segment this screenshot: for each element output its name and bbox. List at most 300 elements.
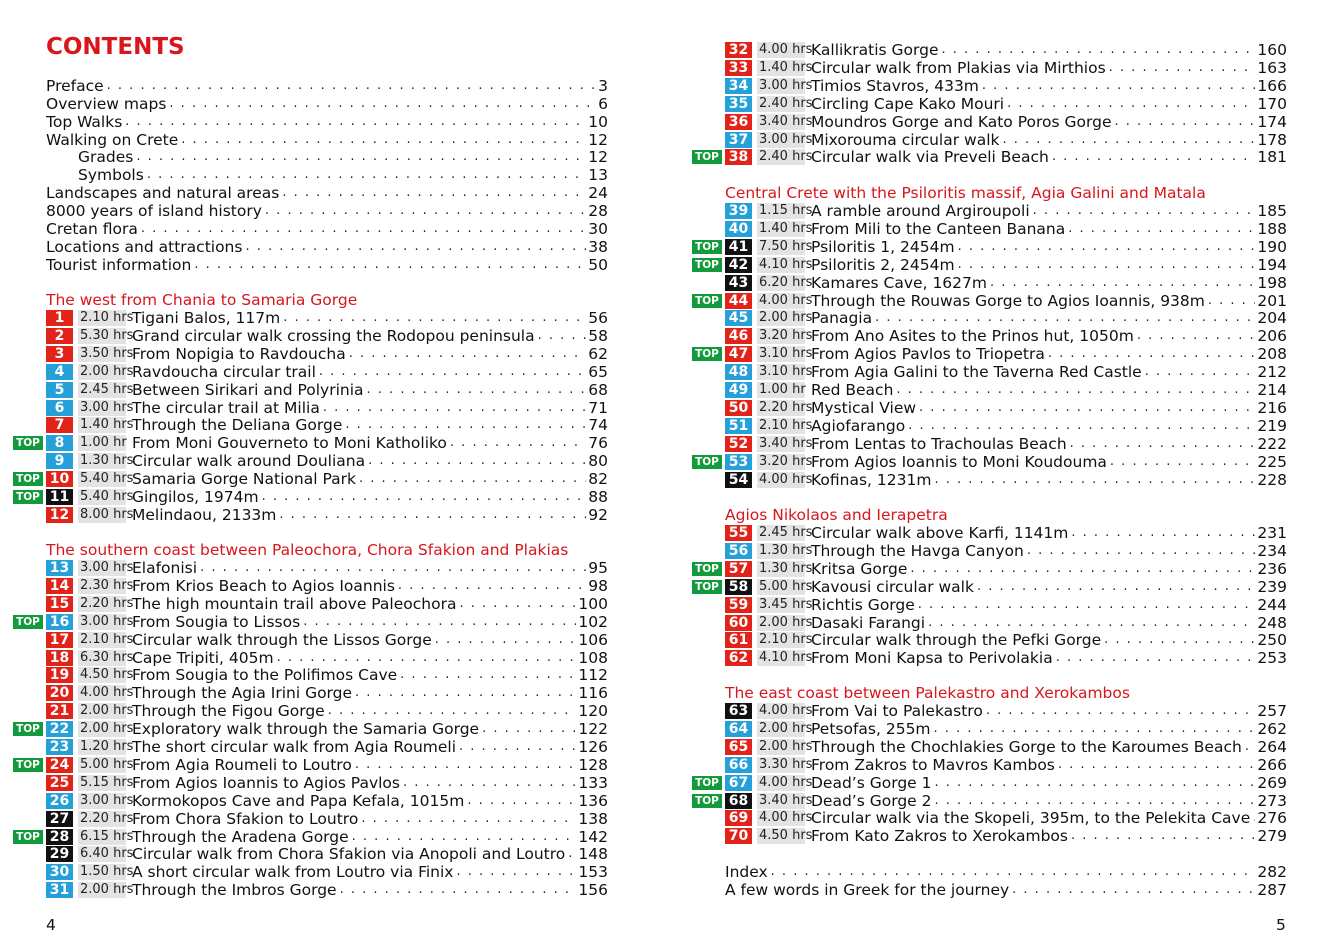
walk-title: From Moni Gouverneto to Moni Katholiko — [132, 434, 447, 453]
walk-title: Gingilos, 1974m — [132, 488, 259, 506]
section-heading: The southern coast between Paleochora, Chora Sfakion and Plakias — [46, 541, 569, 559]
walk-entry[interactable] — [725, 113, 1287, 131]
walk-page-number: 142 — [578, 827, 608, 846]
walk-entry[interactable] — [46, 488, 608, 506]
walk-entry[interactable] — [46, 649, 608, 667]
walk-title: A short circular walk from Loutro via Finix — [132, 863, 454, 882]
walk-entry[interactable] — [46, 613, 608, 631]
walk-title: Kavousi circular walk — [811, 577, 974, 596]
walk-duration: 1.40 hrs — [80, 417, 134, 433]
walk-entry[interactable] — [725, 578, 1287, 596]
dot-leader — [303, 613, 576, 631]
walk-title: Circular walk via the Skopeli, 395m, to the Pelekita Cave — [811, 809, 1251, 828]
toc-line[interactable] — [46, 202, 608, 220]
walk-number-badge: 69 — [725, 810, 752, 826]
walk-title: Dead’s Gorge 2 — [811, 791, 932, 810]
dot-leader — [538, 327, 587, 345]
walk-duration: 1.40 hrs — [759, 220, 813, 236]
toc-line[interactable] — [725, 863, 1287, 881]
walk-title: A ramble around Argiroupoli — [811, 202, 1030, 220]
walk-page-number: 257 — [1257, 702, 1287, 720]
top-walk-badge: TOP — [13, 615, 43, 629]
walk-duration: 2.00 hrs — [759, 720, 813, 736]
walk-number-badge: 6 — [46, 400, 73, 416]
walk-entry[interactable] — [725, 345, 1287, 363]
walk-entry[interactable] — [46, 863, 608, 881]
dot-leader — [935, 774, 1256, 792]
toc-line[interactable] — [46, 77, 608, 95]
walk-number-badge: 23 — [46, 739, 73, 755]
walk-number-badge: 5 — [46, 382, 73, 398]
walk-page-number: 153 — [578, 863, 608, 882]
walk-duration: 4.00 hrs — [759, 42, 813, 57]
walk-number-badge: 17 — [46, 632, 73, 648]
dot-leader — [935, 792, 1256, 810]
walk-duration: 2.00 hrs — [80, 363, 134, 379]
top-walk-badge: TOP — [692, 258, 722, 272]
walk-title: Kamares Cave, 1627m — [811, 273, 987, 292]
walk-duration: 2.45 hrs — [759, 525, 813, 540]
walk-title: From Krios Beach to Agios Ioannis — [132, 576, 395, 595]
walk-entry[interactable] — [46, 595, 608, 613]
walk-entry[interactable] — [725, 399, 1287, 417]
walk-entry[interactable] — [46, 720, 608, 738]
dot-leader — [200, 559, 586, 577]
dot-leader — [1071, 827, 1255, 845]
walk-page-number: 76 — [588, 434, 608, 453]
toc-page-number: 50 — [588, 256, 608, 274]
walk-entry[interactable] — [46, 631, 608, 649]
walk-number-badge: 66 — [725, 757, 752, 773]
walk-page-number: 136 — [578, 791, 608, 810]
walk-entry[interactable] — [46, 828, 608, 846]
dot-leader — [136, 148, 586, 166]
dot-leader — [942, 41, 1256, 59]
walk-number-badge: 3 — [46, 346, 73, 362]
walk-entry[interactable] — [46, 345, 608, 363]
walk-duration: 3.00 hrs — [80, 399, 134, 415]
walk-title: Through the Figou Gorge — [132, 702, 325, 721]
walk-duration: 1.50 hrs — [80, 864, 134, 880]
dot-leader — [262, 488, 587, 506]
walk-entry[interactable] — [46, 577, 608, 595]
walk-entry[interactable] — [46, 756, 608, 774]
walk-number-badge: 57 — [725, 561, 752, 577]
walk-entry[interactable] — [725, 738, 1287, 756]
dot-leader — [125, 113, 586, 131]
walk-duration: 4.10 hrs — [759, 650, 813, 666]
walk-page-number: 201 — [1257, 291, 1287, 310]
walk-page-number: 160 — [1257, 41, 1287, 59]
toc-line[interactable] — [725, 881, 1287, 899]
walk-page-number: 222 — [1257, 434, 1287, 453]
walk-duration: 2.20 hrs — [80, 810, 134, 826]
walk-entry[interactable] — [725, 381, 1287, 399]
walk-title: Ravdoucha circular trail — [132, 362, 316, 381]
walk-entry[interactable] — [725, 720, 1287, 738]
walk-duration: 3.20 hrs — [759, 328, 813, 344]
walk-page-number: 98 — [588, 576, 608, 595]
walk-number-badge: 65 — [725, 739, 752, 755]
top-walk-badge: TOP — [13, 830, 43, 844]
walk-duration: 2.10 hrs — [759, 417, 813, 433]
walk-duration: 3.00 hrs — [80, 613, 134, 629]
walk-number-badge: 13 — [46, 560, 73, 576]
walk-page-number: 62 — [588, 344, 608, 363]
dot-leader — [367, 381, 587, 399]
walk-duration: 1.00 hr — [759, 382, 806, 397]
walk-entry[interactable] — [725, 453, 1287, 471]
walk-title: From Nopigia to Ravdoucha — [132, 344, 346, 363]
dot-leader — [1033, 202, 1256, 220]
top-walk-badge: TOP — [692, 580, 722, 594]
walk-title: Through the Chochlakies Gorge to the Karoumes Beach — [811, 737, 1242, 756]
toc-line[interactable] — [46, 113, 608, 131]
walk-entry[interactable] — [46, 559, 608, 577]
walk-number-badge: 28 — [46, 829, 73, 845]
dot-leader — [279, 506, 586, 524]
walk-page-number: 138 — [578, 809, 608, 828]
section-heading: Central Crete with the Psiloritis massif, Agia Galini and Matala — [725, 184, 1206, 202]
dot-leader — [456, 863, 576, 881]
walk-entry[interactable] — [725, 774, 1287, 792]
walk-number-badge: 43 — [725, 275, 752, 291]
walk-page-number: 216 — [1257, 398, 1287, 417]
walk-number-badge: 53 — [725, 454, 752, 470]
walk-number-badge: 58 — [725, 579, 752, 595]
walk-duration: 1.20 hrs — [80, 739, 134, 754]
walk-duration: 6.15 hrs — [80, 828, 134, 844]
top-walk-badge: TOP — [692, 347, 722, 361]
section-heading: The west from Chania to Samaria Gorge — [46, 291, 358, 309]
walk-entry[interactable] — [725, 649, 1287, 667]
walk-page-number: 214 — [1257, 381, 1287, 399]
walk-duration: 5.00 hrs — [759, 578, 813, 594]
walk-duration: 3.00 hrs — [80, 792, 134, 808]
walk-page-number: 273 — [1257, 791, 1287, 810]
toc-line-label: A few words in Greek for the journey — [725, 881, 1010, 899]
walk-entry[interactable] — [725, 631, 1287, 649]
walk-entry[interactable] — [725, 809, 1287, 827]
walk-number-badge: 40 — [725, 221, 752, 237]
dot-leader — [1070, 435, 1256, 453]
walk-duration: 2.00 hrs — [759, 738, 813, 754]
walk-entry[interactable] — [725, 238, 1287, 256]
walk-page-number: 120 — [578, 702, 608, 721]
walk-title: Circling Cape Kako Mouri — [811, 94, 1005, 113]
walk-number-badge: 15 — [46, 596, 73, 612]
toc-page-number: 12 — [588, 131, 608, 149]
walk-duration: 1.30 hrs — [80, 453, 134, 469]
walk-title: Elafonisi — [132, 559, 198, 577]
walk-entry[interactable] — [725, 256, 1287, 274]
walk-title: From Agios Pavlos to Triopetra — [811, 345, 1045, 364]
walk-number-badge: 44 — [725, 293, 752, 309]
dot-leader — [323, 399, 586, 417]
walk-duration: 5.00 hrs — [80, 756, 134, 772]
toc-line[interactable] — [46, 131, 608, 149]
walk-number-badge: 41 — [725, 239, 752, 255]
section-heading: Agios Nikolaos and Ierapetra — [725, 506, 948, 524]
walk-entry[interactable] — [725, 274, 1287, 292]
walk-entry[interactable] — [725, 131, 1287, 149]
walk-duration: 3.50 hrs — [80, 345, 134, 361]
walk-entry[interactable] — [46, 327, 608, 345]
walk-number-badge: 11 — [46, 489, 73, 505]
walk-entry[interactable] — [46, 845, 608, 863]
walk-number-badge: 10 — [46, 471, 73, 487]
dot-leader — [340, 881, 577, 899]
walk-number-badge: 70 — [725, 828, 752, 844]
walk-title: Kormokopos Cave and Papa Kefala, 1015m — [132, 791, 465, 810]
dot-leader — [450, 434, 586, 452]
walk-entry[interactable] — [725, 435, 1287, 453]
walk-entry[interactable] — [46, 363, 608, 381]
walk-page-number: 116 — [578, 684, 608, 703]
walk-duration: 2.40 hrs — [759, 95, 813, 111]
walk-number-badge: 31 — [46, 882, 73, 898]
walk-entry[interactable] — [725, 292, 1287, 310]
walk-page-number: 174 — [1257, 112, 1287, 131]
walk-entry[interactable] — [46, 666, 608, 684]
dot-leader — [355, 684, 576, 702]
walk-entry[interactable] — [725, 471, 1287, 489]
walk-page-number: 108 — [578, 648, 608, 667]
dot-leader — [1071, 524, 1255, 542]
dot-leader — [400, 666, 576, 684]
walk-title: Dasaki Farangi — [811, 613, 926, 632]
dot-leader — [368, 452, 586, 470]
walk-duration: 2.00 hrs — [80, 882, 134, 898]
walk-entry[interactable] — [725, 614, 1287, 632]
walk-page-number: 204 — [1257, 309, 1287, 328]
walk-title: Circular walk around Douliana — [132, 452, 366, 471]
toc-line[interactable] — [46, 184, 608, 202]
walk-duration: 8.00 hrs — [80, 506, 134, 522]
walk-entry[interactable] — [725, 148, 1287, 166]
walk-title: Mystical View — [811, 398, 917, 417]
walk-title: Mixorouma circular walk — [811, 130, 1000, 149]
walk-title: From Chora Sfakion to Loutro — [132, 809, 359, 828]
top-walk-badge: TOP — [13, 758, 43, 772]
dot-leader — [928, 614, 1255, 632]
walk-page-number: 74 — [588, 416, 608, 435]
walk-entry[interactable] — [725, 77, 1287, 95]
walk-title: Tigani Balos, 117m — [132, 309, 281, 327]
walk-duration: 2.10 hrs — [80, 310, 134, 325]
left-page-number: 4 — [46, 916, 56, 934]
toc-line[interactable] — [46, 220, 608, 238]
walk-entry[interactable] — [46, 506, 608, 524]
walk-number-badge: 22 — [46, 721, 73, 737]
walk-duration: 3.40 hrs — [759, 435, 813, 451]
walk-entry[interactable] — [725, 417, 1287, 435]
walk-number-badge: 19 — [46, 667, 73, 683]
dot-leader — [141, 220, 586, 238]
walk-duration: 3.10 hrs — [759, 364, 813, 380]
walk-entry[interactable] — [725, 702, 1287, 720]
walk-page-number: 181 — [1257, 148, 1287, 167]
toc-line-label: 8000 years of island history — [46, 202, 262, 220]
walk-number-badge: 38 — [725, 149, 752, 165]
toc-line[interactable] — [78, 166, 608, 184]
walk-entry[interactable] — [725, 363, 1287, 381]
walk-title: From Ano Asites to the Prinos hut, 1050m — [811, 327, 1134, 346]
walk-entry[interactable] — [46, 684, 608, 702]
walk-duration: 3.45 hrs — [759, 596, 813, 612]
walk-title: Circular walk via Preveli Beach — [811, 148, 1049, 167]
walk-entry[interactable] — [46, 452, 608, 470]
top-walk-badge: TOP — [13, 490, 43, 504]
walk-number-badge: 32 — [725, 42, 752, 58]
walk-duration: 1.30 hrs — [759, 560, 813, 576]
section-heading: The east coast between Palekastro and Xerokambos — [725, 684, 1130, 702]
walk-entry[interactable] — [725, 560, 1287, 578]
walk-title: Through the Rouwas Gorge to Agios Ioannis, 938m — [811, 291, 1205, 310]
walk-duration: 2.00 hrs — [759, 310, 813, 326]
walk-title: From Agios Ioannis to Agios Pavlos — [132, 773, 400, 792]
walk-duration: 2.00 hrs — [759, 614, 813, 630]
walk-page-number: 92 — [588, 505, 608, 524]
walk-title: Circular walk from Plakias via Mirthios — [811, 58, 1106, 77]
walk-page-number: 236 — [1257, 559, 1287, 578]
toc-line-label: Top Walks — [46, 113, 123, 131]
dot-leader — [1068, 220, 1255, 238]
walk-number-badge: 14 — [46, 578, 73, 594]
walk-title: Cape Tripiti, 405m — [132, 648, 274, 667]
walk-title: From Agia Roumeli to Loutro — [132, 755, 352, 774]
dot-leader — [181, 131, 586, 149]
walk-entry[interactable] — [46, 792, 608, 810]
dot-leader — [1058, 756, 1256, 774]
walk-number-badge: 26 — [46, 793, 73, 809]
walk-page-number: 190 — [1257, 237, 1287, 256]
walk-entry[interactable] — [46, 774, 608, 792]
dot-leader — [1056, 649, 1256, 667]
dot-leader — [990, 274, 1255, 292]
walk-number-badge: 20 — [46, 685, 73, 701]
dot-leader — [147, 166, 586, 184]
toc-page-number: 12 — [588, 148, 608, 166]
walk-entry[interactable] — [46, 702, 608, 720]
dot-leader — [1007, 95, 1255, 113]
walk-entry[interactable] — [725, 596, 1287, 614]
walk-page-number: 106 — [578, 630, 608, 649]
walk-title: Panagia — [811, 309, 873, 328]
walk-entry[interactable] — [725, 827, 1287, 845]
walk-duration: 6.30 hrs — [80, 649, 134, 665]
walk-title: From Sougia to the Polifimos Cave — [132, 666, 398, 685]
walk-entry[interactable] — [725, 542, 1287, 560]
walk-title: From Mili to the Canteen Banana — [811, 219, 1066, 238]
walk-entry[interactable] — [725, 41, 1287, 59]
walk-entry[interactable] — [46, 738, 608, 756]
dot-leader — [319, 363, 586, 381]
walk-duration: 1.30 hrs — [759, 542, 813, 558]
walk-entry[interactable] — [46, 810, 608, 828]
walk-entry[interactable] — [46, 381, 608, 399]
dot-leader — [345, 416, 586, 434]
walk-title: Samaria Gorge National Park — [132, 470, 356, 489]
toc-line-label: Locations and attractions — [46, 238, 243, 256]
walk-entry[interactable] — [46, 470, 608, 488]
walk-entry[interactable] — [46, 416, 608, 434]
walk-entry[interactable] — [46, 309, 608, 327]
dot-leader — [934, 720, 1256, 738]
walk-duration: 5.40 hrs — [80, 471, 134, 487]
dot-leader — [896, 381, 1255, 399]
toc-line[interactable] — [46, 95, 608, 113]
walk-number-badge: 55 — [725, 525, 752, 541]
walk-entry[interactable] — [725, 309, 1287, 327]
walk-title: Timios Stavros, 433m — [811, 76, 979, 95]
walk-entry[interactable] — [725, 202, 1287, 220]
walk-duration: 1.00 hr — [80, 435, 127, 451]
walk-title: Richtis Gorge — [811, 595, 915, 614]
walk-number-badge: 30 — [46, 864, 73, 880]
walk-duration: 5.15 hrs — [80, 774, 134, 790]
walk-entry[interactable] — [725, 220, 1287, 238]
walk-entry[interactable] — [46, 399, 608, 417]
walk-page-number: 212 — [1257, 363, 1287, 382]
dot-leader — [1104, 631, 1255, 649]
walk-title: Exploratory walk through the Samaria Gorge — [132, 720, 480, 739]
toc-line[interactable] — [78, 148, 608, 166]
walk-page-number: 58 — [588, 326, 608, 345]
dot-leader — [1012, 881, 1255, 899]
walk-title: From Sougia to Lissos — [132, 612, 301, 631]
walk-page-number: 225 — [1257, 452, 1287, 471]
walk-title: Circular walk above Karfi, 1141m — [811, 524, 1069, 542]
walk-title: From Vai to Palekastro — [811, 702, 983, 720]
walk-entry[interactable] — [46, 881, 608, 899]
walk-entry[interactable] — [725, 95, 1287, 113]
toc-line[interactable] — [46, 238, 608, 256]
walk-duration: 7.50 hrs — [759, 238, 813, 254]
toc-page-number: 287 — [1257, 881, 1287, 899]
top-walk-badge: TOP — [692, 562, 722, 576]
top-walk-badge: TOP — [692, 240, 722, 254]
walk-page-number: 65 — [588, 362, 608, 381]
walk-duration: 4.50 hrs — [759, 828, 813, 844]
walk-page-number: 208 — [1257, 345, 1287, 364]
dot-leader — [1115, 113, 1256, 131]
walk-entry[interactable] — [725, 327, 1287, 345]
dot-leader — [918, 596, 1256, 614]
dot-leader — [958, 256, 1256, 274]
toc-page-number: 10 — [588, 113, 608, 131]
walk-page-number: 194 — [1257, 255, 1287, 274]
walk-page-number: 170 — [1257, 94, 1287, 113]
walk-page-number: 188 — [1257, 219, 1287, 238]
walk-page-number: 276 — [1257, 809, 1287, 828]
walk-page-number: 82 — [588, 470, 608, 489]
walk-entry[interactable] — [725, 524, 1287, 542]
walk-entry[interactable] — [725, 792, 1287, 810]
walk-page-number: 185 — [1257, 202, 1287, 220]
walk-page-number: 133 — [578, 773, 608, 792]
top-walk-badge: TOP — [692, 776, 722, 790]
walk-duration: 6.40 hrs — [80, 846, 134, 862]
walk-page-number: 219 — [1257, 416, 1287, 435]
walk-entry[interactable] — [725, 59, 1287, 77]
toc-page-number: 13 — [588, 166, 608, 184]
walk-entry[interactable] — [46, 434, 608, 452]
walk-duration: 5.30 hrs — [80, 327, 134, 343]
toc-line[interactable] — [46, 256, 608, 274]
walk-entry[interactable] — [725, 756, 1287, 774]
walk-page-number: 198 — [1257, 273, 1287, 292]
